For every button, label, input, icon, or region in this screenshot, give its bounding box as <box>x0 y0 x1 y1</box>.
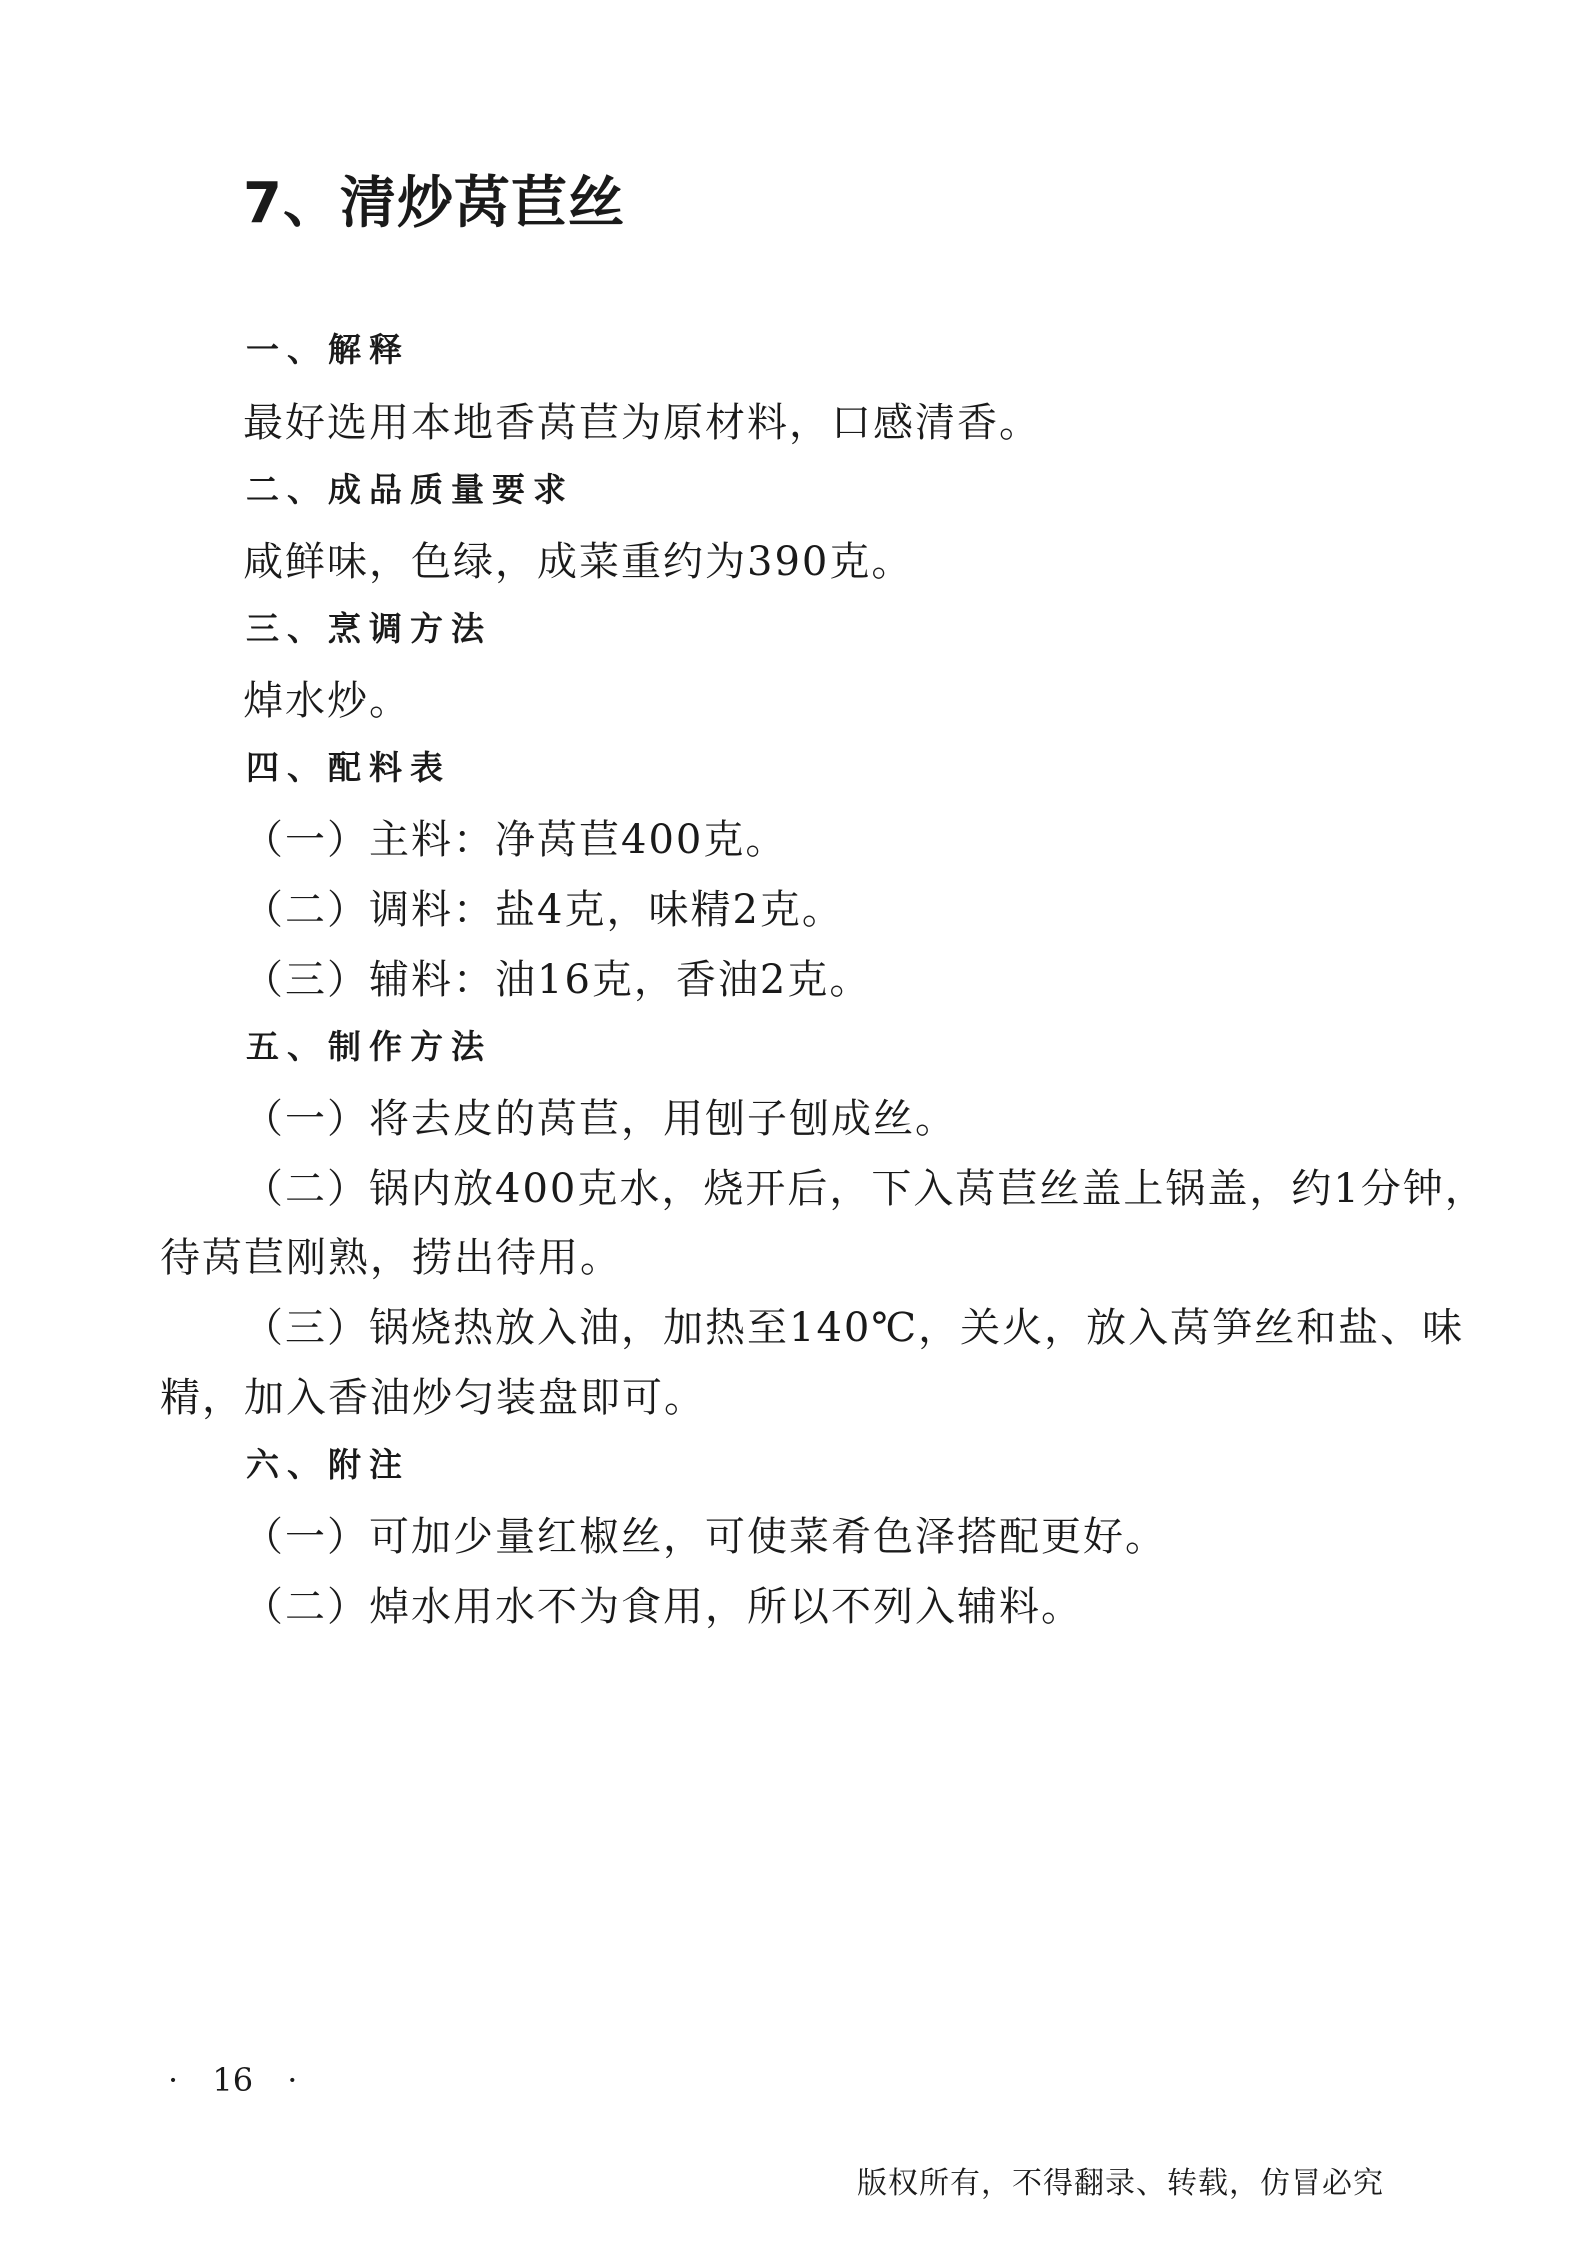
section-heading-explanation: 一、解释 <box>246 330 410 369</box>
step-line: （二）锅内放400克水，烧开后，下入莴苣丝盖上锅盖，约1分钟， <box>243 1166 1487 1212</box>
section-heading-steps: 五、制作方法 <box>246 1027 492 1066</box>
paragraph-line: 咸鲜味，色绿，成菜重约为390克。 <box>243 539 914 585</box>
step-line: （一）将去皮的莴苣，用刨子刨成丝。 <box>243 1096 957 1142</box>
page-number <box>168 2060 297 2100</box>
ingredient-line: （一）主料：净莴苣400克。 <box>243 817 788 863</box>
note-line: （一）可加少量红椒丝，可使菜肴色泽搭配更好。 <box>243 1514 1167 1560</box>
note-line: （二）焯水用水不为食用，所以不列入辅料。 <box>243 1584 1083 1630</box>
step-line: （三）锅烧热放入油，加热至140℃，关火，放入莴笋丝和盐、味 <box>243 1305 1465 1351</box>
paragraph-line: 最好选用本地香莴苣为原材料，口感清香。 <box>243 400 1041 446</box>
page-dot-right: · <box>287 2061 298 2099</box>
section-heading-quality: 二、成品质量要求 <box>246 470 574 509</box>
copyright-notice: 版权所有，不得翻录、转载，仿冒必究 <box>857 2166 1384 2201</box>
ingredient-line: （三）辅料：油16克，香油2克。 <box>243 957 872 1003</box>
ingredient-line: （二）调料：盐4克，味精2克。 <box>243 887 844 933</box>
paragraph-line: 焯水炒。 <box>243 678 411 724</box>
section-heading-ingredients: 四、配料表 <box>246 748 451 787</box>
page-dot-left: · <box>168 2061 179 2099</box>
step-line: 待莴苣刚熟，捞出待用。 <box>160 1235 622 1281</box>
section-heading-method: 三、烹调方法 <box>246 609 492 648</box>
section-heading-notes: 六、附注 <box>246 1445 410 1484</box>
page-title: 7、清炒莴苣丝 <box>243 171 625 236</box>
page-number-value: 16 <box>212 2061 254 2099</box>
step-line: 精，加入香油炒匀装盘即可。 <box>160 1375 706 1421</box>
